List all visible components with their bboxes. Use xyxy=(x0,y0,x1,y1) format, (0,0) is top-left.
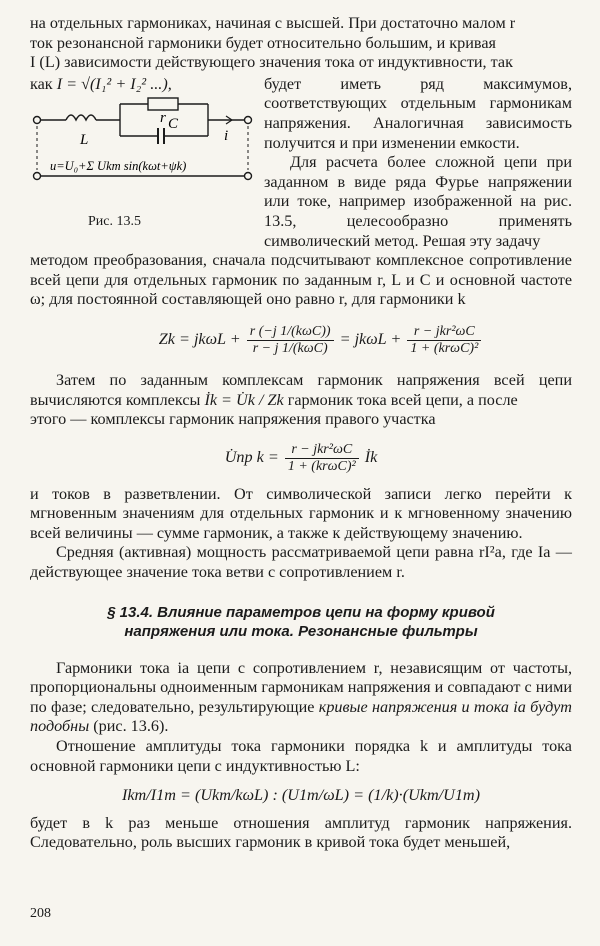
source-formula: u=U₀+Σ Ukm sin(kωt+ψk) xyxy=(50,159,187,174)
equation-zk xyxy=(70,324,572,357)
equation-ik: İk = U̇k / Zk xyxy=(204,390,284,409)
upr-fraction xyxy=(285,442,359,475)
page-number: 208 xyxy=(30,906,51,922)
label-L: L xyxy=(80,132,89,149)
zk-num-1: r (−j 1/(kωC)) xyxy=(247,324,334,341)
inductor-symbol xyxy=(66,115,96,120)
rms-formula: I = √(I₁² + I₂² ...), xyxy=(56,74,172,93)
p2b: гармоник тока всей цепи, а после xyxy=(287,390,518,409)
zk-fraction-2 xyxy=(407,324,481,357)
word-kak: как xyxy=(30,74,53,93)
p5a: Гармоники тока iа цепи с сопротивлением r, независящим от частоты, пропорциональны одноименным гармоникам напряжения и совпадают с ними по фазе; следовательно, результирующие xyxy=(30,658,572,716)
paragraph-harmonics-resistance xyxy=(30,659,572,737)
zk-mid: = jkωL + xyxy=(339,330,402,349)
terminal-left-bottom xyxy=(34,173,41,180)
equation-ratio: Ikm/I1m = (Ukm/kωL) : (U1m/ωL) = (1/k)·(Ukm/U1m) xyxy=(121,786,481,805)
upr-left: U̇пр k = xyxy=(224,447,279,466)
paragraph-transform-method: методом преобразования, сначала подсчитывают комплексное сопротивление всей цепи для отдельных гармоник по заданным r, L и C и основной частоте ω; для постоянной составляющей оно равно r, для гармоники k xyxy=(30,251,572,309)
figure-block xyxy=(30,75,572,251)
circuit-diagram xyxy=(30,94,256,206)
zk-den-2: 1 + (krωC)² xyxy=(410,340,479,356)
zk-den-1: r − j 1/(kωC) xyxy=(252,340,328,356)
label-r: r xyxy=(160,110,166,127)
equation-upr xyxy=(30,442,572,475)
intro-formula-line xyxy=(30,75,258,95)
paragraph-complex-harmonics-a xyxy=(30,371,572,410)
label-i: i xyxy=(224,128,229,145)
paragraph-amplitude-ratio: Отношение амплитуды тока гармоники порядка k и амплитуды тока основной гармоники цепи с индуктивностью L: xyxy=(30,737,572,775)
figure-caption: Рис. 13.5 xyxy=(88,214,141,230)
paragraph-symbolic-method: Для расчета более сложной цепи при заданном в виде ряда Фурье напряжении или токе, например изображенной на рис. 13.5, целесообразно применять символический метод. Решая эту задачу xyxy=(264,153,572,250)
paragraph-instant-values: и токов в разветвлении. От символической записи легко перейти к мгновенным значениям для отдельных гармоник и к мгновенному значению всей величины — сумме гармоник, а также к действующему значению. xyxy=(30,484,572,542)
terminal-left-top xyxy=(34,117,41,124)
figure-side-text xyxy=(258,75,572,251)
heading-line-1: § 13.4. Влияние параметров цепи на форму кривой xyxy=(107,603,495,621)
paragraph-intro-tail: будет иметь ряд максимумов, соответствующих отдельным гармоникам напряжения. Аналогичная зависимость получится и при изменении емкости. xyxy=(264,74,572,152)
label-C: C xyxy=(168,116,179,133)
paragraph-ratio-conclusion: будет в k раз меньше отношения амплитуд гармоник напряжения. Следовательно, роль высших гармоник в кривой тока будет меньшей, xyxy=(30,813,572,852)
terminal-right-bottom xyxy=(245,173,252,180)
paragraph-complex-harmonics-c: этого — комплексы гармоник напряжения правого участка xyxy=(30,410,436,429)
paragraph-intro-line3: I (L) зависимости действующего значения тока от индуктивности, так xyxy=(30,53,513,72)
section-heading-13-4 xyxy=(30,603,572,641)
upr-num: r − jkr²ωC xyxy=(285,442,359,459)
terminal-right-top xyxy=(245,117,252,124)
zk-fraction-1 xyxy=(247,324,334,357)
p2a: Затем по заданным комплексам гармоник напряжения всей цепи вычисляются комплексы xyxy=(30,370,572,409)
upr-right: İk xyxy=(364,447,378,466)
figure-13-5 xyxy=(30,75,258,251)
upr-den: 1 + (krωC)² xyxy=(287,458,356,474)
p5-italic: кривые напряжения и тока iа будут подобны xyxy=(30,697,572,736)
paragraph-intro-line2: ток резонансной гармоники будет относительно большим, и кривая xyxy=(30,33,496,52)
zk-num-2: r − jkr²ωC xyxy=(407,324,481,341)
heading-line-2: напряжения или тока. Резонансные фильтры xyxy=(124,622,478,640)
resistor-symbol xyxy=(148,98,178,110)
p5b: (рис. 13.6). xyxy=(93,717,169,736)
paragraph-intro-line1: на отдельных гармониках, начиная с высшей. При достаточно малом r xyxy=(30,14,516,32)
paragraph-active-power: Средняя (активная) мощность рассматриваемой цепи равна rI²a, где Ia — действующее значение тока ветви с сопротивлением r. xyxy=(30,543,572,582)
zk-left: Zk = jkωL + xyxy=(158,330,241,349)
